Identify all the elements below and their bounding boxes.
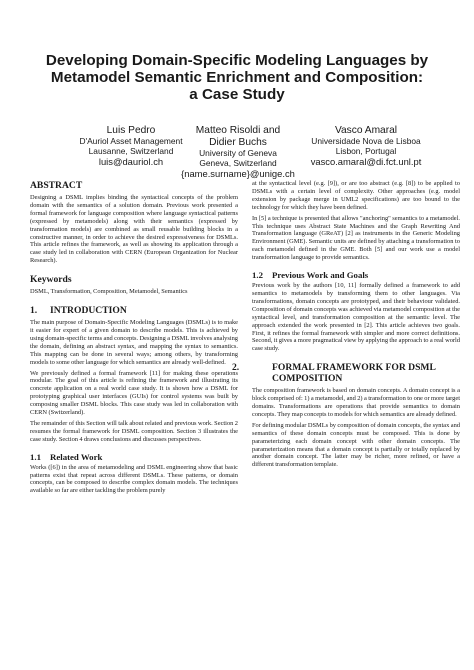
paragraph: We previously defined a formal framework [11] for making these operations modular. The goal of this article is refining the framework and illustrating its concrete application on a real world case study. It is shown how a DSML for prototyping graphical user interfaces (GUIs) for control systems was built by composing smaller DSML blocks. This case study was led in collaboration with CERN (Switzerland).: [30, 369, 238, 417]
paragraph: Previous work by the authors [10, 11] formally defined a framework to add semantics to metamodels by transforming them to other languages. Via transformations, domain concepts are prototyped, and their behaviour validated. Composition of domain concepts was achieved via metamodel composition at the syntactical level, and transformation composition at the semantic level. The approach extended the work presented in [2]. This article achieves two goals. First, it refines the formal framework with simpler and more correct definitions. Second, it gives a more pragmatical view by applying the approach to a real world case study.: [252, 282, 460, 353]
title-line: Metamodel Semantic Enrichment and Composition:: [50, 69, 424, 86]
subsection-heading: [30, 452, 238, 462]
title-line: a Case Study: [189, 86, 285, 103]
author-location: Lausanne, Switzerland: [88, 145, 174, 156]
author-name: Matteo Risoldi and Didier Buchs: [195, 125, 281, 148]
right-column: [232, 180, 460, 472]
left-column: [30, 180, 238, 498]
subsection-number: 1.2: [252, 270, 263, 281]
section-number: 2.: [232, 362, 240, 374]
paragraph: The remainder of this Section will talk about related and previous work. Section 2 resumes the formal framework for DSML composition. Section 3 illustrates the case study. Section 4 draws conclusions and discusses perspectives.: [30, 419, 238, 443]
section-number: 1.: [30, 305, 38, 317]
paper-title: [40, 52, 434, 103]
subsection-title: Related Work: [50, 451, 103, 462]
subsection-heading: [252, 270, 460, 280]
title-line: Developing Domain-Specific Modeling Languages by: [45, 52, 429, 69]
author-email: luis@dauriol.ch: [98, 156, 164, 168]
author-location: Geneva, Switzerland: [199, 157, 277, 168]
author-affiliation: D'Auriol Asset Management: [79, 136, 183, 146]
author-email: vasco.amaral@di.fct.unl.pt: [310, 156, 422, 168]
author-name: Luis Pedro: [106, 125, 156, 136]
subsection-number: 1.1: [30, 451, 41, 462]
author-affiliation: Universidade Nova de Lisboa: [311, 136, 421, 146]
section-heading: [232, 362, 460, 385]
keywords-heading: Keywords: [30, 274, 72, 286]
author-name: Vasco Amaral: [334, 125, 398, 136]
author-affiliation: University of Geneva: [199, 148, 277, 158]
section-title: INTRODUCTION: [50, 305, 127, 317]
author-block: [76, 125, 186, 167]
paragraph: Works ([6]) in the area of metamodeling and DSML engineering show that basic patterns exist that repeat across different DSMLs. These patterns, or domain concepts, can be composed to describe complex domain models. The techniques available so far are either tackling the problem purely: [30, 463, 238, 495]
author-email: {name.surname}@unige.ch: [181, 168, 295, 180]
author-block: [298, 125, 434, 167]
subsection-title: Previous Work and Goals: [272, 270, 369, 281]
abstract-text: Designing a DSML implies binding the syntactical concepts of the problem domain with the semantics of a solution domain. Previous work presented a formal framework for language composition where language syntactical patterns (expressed by metamodels) along with their semantics (expressed by transformation models) are combined as small reusable building blocks in a constructive manner, in order to achieve the desired expressiveness for DSMLs. This article refines the framework, as well as showing its application through a case study led in collaboration with CERN (European Organization for Nuclear Research).: [30, 194, 238, 265]
section-heading: [30, 305, 238, 316]
keywords-text: DSML, Transformation, Composition, Metamodel, Semantics: [30, 288, 188, 296]
section-title: FORMAL FRAMEWORK FOR DSML COMPOSITION: [272, 362, 436, 385]
paragraph: For defining modular DSMLs by composition of domain concepts, the syntax and semantics of these domain concepts must be composed. This is done by parameterizing each domain concept with other domain concepts. The parameterization means that a domain concept is partially or totally replaced by another domain concept. The latter may be richer, more refined, or have a different transformation template.: [252, 421, 460, 469]
abstract-heading: ABSTRACT: [30, 180, 83, 191]
paragraph: The main purpose of Domain-Specific Modeling Languages (DSMLs) is to make it easier for expert of a given domain to describe models. This is achieved by using domain-specific terms and concepts. Designing a DSML involves analysing the domain, defining an abstract syntax, and mapping the syntax to semantics. This mapping can be done in several ways; among others, by transforming models to some other language for which semantics are already well-defined.: [30, 319, 238, 366]
paragraph: at the syntactical level (e.g. [9]), or are too abstract (e.g. [8]) to be applied to DSMLs with a certain level of complexity. Other approaches (e.g. model extension by package merge in UML2 specifications) are too bound to the technology for which they have been defined.: [252, 180, 460, 211]
author-location: Lisbon, Portugal: [335, 145, 397, 156]
author-block: [178, 125, 298, 179]
paragraph: The composition framework is based on domain concepts. A domain concept is a block comprised of: 1) a metamodel, and 2) a transformation to one or more target domains. Transformations are operations that provide semantics to domain concepts. They map concepts to models for which semantics are already defined.: [252, 387, 460, 418]
paragraph: In [5] a technique is presented that allows "anchoring" semantics to a metamodel. This technique uses Abstract State Machines and the Graph Rewriting And Transformation language (GReAT) [2] as instruments in the Generic Modeling Environment (GME). Semantic units are defined by attaching a transformation to each metamodel defined in the GME. Both [5] and our work use a model transformation language to provide semantics.: [252, 214, 460, 262]
